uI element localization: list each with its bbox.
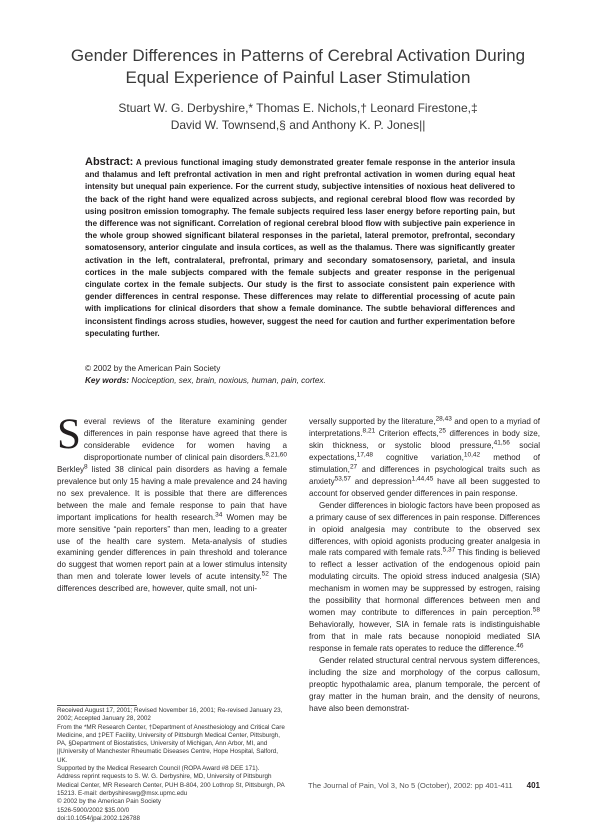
page-number: 401	[526, 781, 540, 790]
keywords-label: Key words:	[85, 376, 130, 385]
title-line-1: Gender Differences in Patterns of Cerebral Activation During	[70, 46, 526, 65]
authors-line-1: Stuart W. G. Derbyshire,* Thomas E. Nichols,† Leonard Firestone,‡	[118, 101, 478, 115]
journal-citation: The Journal of Pain, Vol 3, No 5 (October), 2002: pp 401-411	[308, 781, 513, 790]
footnote-address: Address reprint requests to S. W. G. Derbyshire, MD, University of Pittsburgh Medical Center, MR Research Center, PUH B-804, 200 Lothrop St, Pittsburgh, PA 15213. E-mail: derbyshireswg@msx.upmc.edu	[57, 773, 285, 797]
footnote-funding: Supported by the Medical Research Council (ROPA Award #8 DEE 171).	[57, 765, 260, 773]
authors-line-2: David W. Townsend,§ and Anthony K. P. Jones||	[170, 118, 426, 132]
abstract	[85, 156, 515, 340]
footnote-divider	[57, 705, 137, 706]
keywords	[85, 375, 515, 387]
paragraph-structural-differences: Gender related structural central nervous system differences, including the size and morphology of the corpus callosum, preoptic hypothalamic area, planum temporale, the percent of gray matter in the human brain, and the density of neurons, have also been demonstrat-	[309, 656, 540, 713]
title-line-2: Equal Experience of Painful Laser Stimulation	[125, 68, 471, 87]
abstract-text: A previous functional imaging study demonstrated greater female response in the anterior insula and thalamus and left prefrontal activation in men and right prefrontal activation in women during equal heat intensity but unequal pain experience. For the current study, subjective intensities of noxious heat delivered to the back of the right hand were equalized across subjects, and regional cerebral blood flow was recorded by using positron emission tomography. The female subjects required less laser energy before reporting pain, but the difference was not significant. Correlation of regional cerebral blood flow with subjective pain experience in the whole group showed significant bilateral responses in the parietal, lateral premotor, prefrontal, secondary somatosensory, anterior cingulate and insula cortices, as well as the thalamus. There was significantly greater activation in the left, contralateral, prefrontal, primary and secondary somatosensory, parietal, and insula cortices in the male subjects compared with the female subjects and greater response in the perigenual cingulate cortex in the female subjects. Our study is the first to associate consistent pain experience with gender differences in central response. These differences may relate to differential processing of acute pain with implications for clinical disorders that show a female dominance. The subtle behavioral differences and inconsistent findings across studies, however, suggest the need for caution and further experimentation before speculating further.	[85, 158, 515, 338]
footnote-block	[57, 707, 287, 823]
footnote-doi: doi:10.1054/jpai.2002.126788	[57, 814, 140, 822]
article-title	[40, 45, 556, 89]
abstract-copyright: © 2002 by the American Pain Society	[85, 364, 221, 373]
author-list	[40, 100, 556, 134]
paragraph-continued: versally supported by the literature,$^{28,43}$ and open to a myriad of interpretations.$^{8,21}$ Criterion effects,$^{25}$ differences in body size, skin thickness, or systolic blood pressure,$^{41,56}$ social expectations,$^{17,48}$ cognitive variation,$^{10,42}$ method of stimulation,$^{27}$ and differences in psychological traits such as anxiety$^{53,57}$ and depression$^{1,44,45}$ have all been suggested to account for observed gender differences in pain response.	[309, 415, 541, 498]
keywords-text: Nociception, sex, brain, noxious, human, pain, cortex.	[131, 376, 326, 385]
intro-paragraph: Several reviews of the literature examining gender differences in pain response have agreed that there is considerable evidence for women having a disproportionate number of clinical pain disorders.$^{8,21,60}$ Berkley$^8$ listed 38 clinical pain disorders as having a female prevalence but only 15 having a male prevalence and 24 having no sex prevalence. It is possible that there are differences between the male and female response to pain that have important implications for health research.$^{34}$ Women may be more sensitive “pain reporters” than men, leading to a greater use of the health care system. Meta-analysis of studies examining gender differences in pain threshold and tolerance do suggest that women report pain at a lower stimulus intensity than men and tolerate lower levels of acute intensity.$^{52}$ The differences described are, however, quite small, not uni-	[57, 411, 287, 594]
drop-cap: S	[57, 411, 81, 458]
footnote-affiliations: From the *MR Research Center, †Department of Anesthesiology and Critical Care Medicine, and ‡PET Facility, University of Pittsburgh Medical Center, Pittsburgh, PA, §Department of Biostatistics, University of Michigan, Ann Arbor, MI, and ||University of Manchester Rheumatic Diseases Centre, Hope Hospital, Salford, UK.	[57, 723, 285, 764]
body-column-left	[57, 411, 287, 595]
body-column-right	[309, 416, 540, 715]
footnote-received: Received August 17, 2001; Revised November 16, 2001; Re-revised January 23, 2002; Accepted January 28, 2002	[57, 707, 283, 723]
footnote-copyright: © 2002 by the American Pain Society	[57, 798, 162, 806]
paragraph-biologic-factors: Gender differences in biologic factors have been proposed as a primary cause of sex differences in pain response. Differences in opioid analgesia may contribute to the observed sex differences, with opioid agonists producing greater analgesia in male rats compared with female rats.$^{5,37}$ This finding is believed to reflect a lesser activation of the endogenous opioid pain modulating circuits. The opioid stress induced analgesia (SIA) mechanism in women may be suppressed by estrogen, raising the possibility that hormonal differences between men and women may contribute to differences in pain perception.$^{58}$ Behaviorally, however, SIA in female rats is indistinguishable from that in male rats because nonopioid mediated SIA response in female rats operates to reduce the difference.$^{46}$	[309, 500, 540, 654]
footnote-issn: 1526-5900/2002 $35.00/0	[57, 806, 130, 814]
abstract-label: Abstract:	[85, 156, 134, 168]
running-footer	[308, 781, 540, 790]
